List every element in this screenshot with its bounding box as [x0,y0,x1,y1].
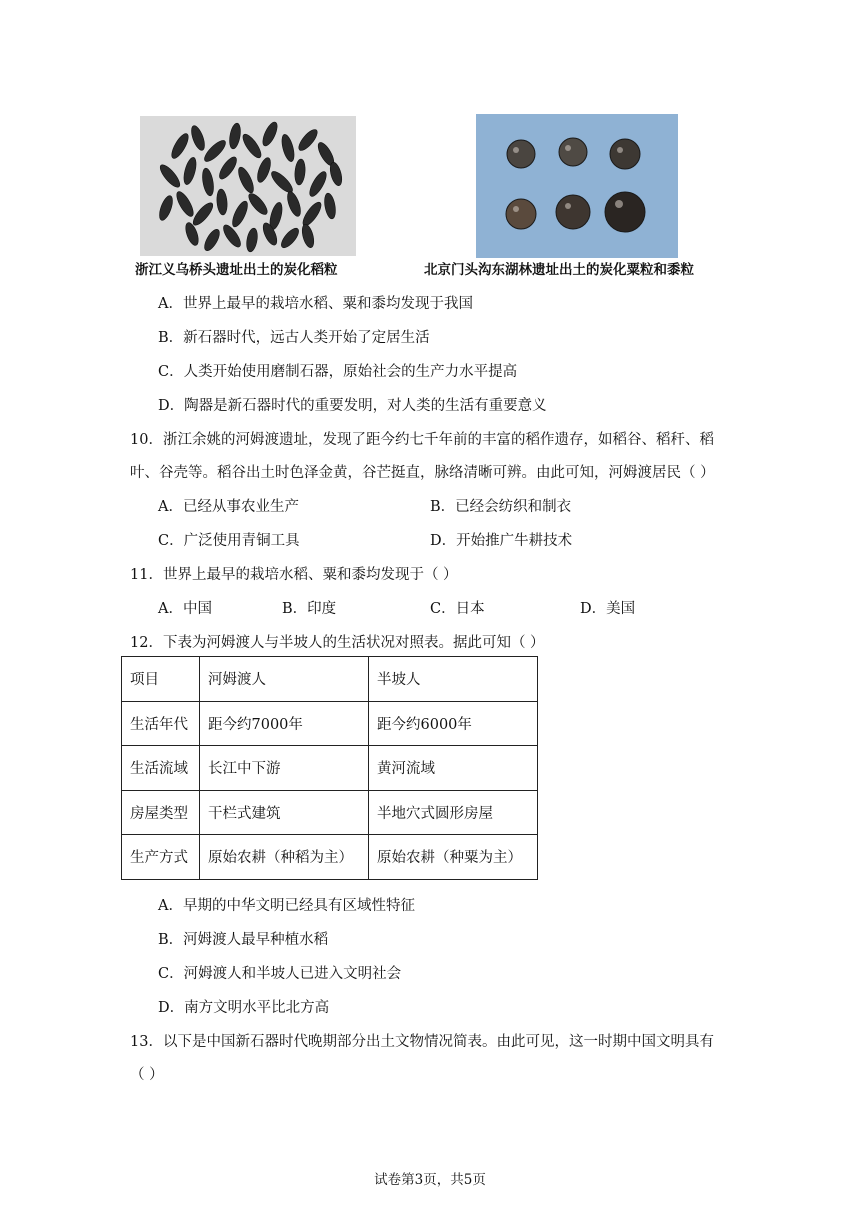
q12-option-b[interactable]: B．河姆渡人最早种植水稻 [158,932,329,948]
rice-grains-illustration [140,116,356,256]
millet-photo-caption: 北京门头沟东湖林遗址出土的炭化粟粒和黍粒 [424,262,694,278]
q13-stem-line1: 13．以下是中国新石器时代晚期部分出土文物情况简表。由此可见，这一时期中国文明具有 [130,1034,714,1050]
q12-option-c[interactable]: C．河姆渡人和半坡人已进入文明社会 [158,966,402,982]
table-cell: 距今约6000年 [369,701,538,746]
q12-option-a[interactable]: A．早期的中华文明已经具有区域性特征 [158,898,415,914]
table-cell: 黄河流域 [369,746,538,791]
table-row [122,701,538,746]
table-row [122,835,538,880]
q12-stem: 12．下表为河姆渡人与半坡人的生活状况对照表。据此可知（ ） [130,635,545,651]
table-cell: 河姆渡人 [200,657,369,702]
table-cell: 原始农耕（种粟为主） [369,835,538,880]
q11-option-b[interactable]: B．印度 [282,601,337,617]
millet-grains-illustration [476,114,678,258]
table-row [122,746,538,791]
table-cell: 生产方式 [122,835,200,880]
comparison-table [121,656,538,880]
table-cell: 房屋类型 [122,790,200,835]
q11-option-d[interactable]: D．美国 [580,601,636,617]
q9-option-a[interactable]: A．世界上最早的栽培水稻、粟和黍均发现于我国 [158,296,473,312]
table-cell: 半坡人 [369,657,538,702]
q13-stem-line2: （ ） [130,1067,164,1083]
q10-option-a[interactable]: A．已经从事农业生产 [158,499,299,515]
table-cell: 项目 [122,657,200,702]
table-row [122,657,538,702]
table-cell: 原始农耕（种稻为主） [200,835,369,880]
q10-option-c[interactable]: C．广泛使用青铜工具 [158,533,300,549]
table-row [122,790,538,835]
table-cell: 长江中下游 [200,746,369,791]
table-cell: 半地穴式圆形房屋 [369,790,538,835]
q10-option-d[interactable]: D．开始推广牛耕技术 [430,533,573,549]
q10-stem-line2: 叶、谷壳等。稻谷出土时色泽金黄，谷芒挺直，脉络清晰可辨。由此可知，河姆渡居民（ ） [130,465,715,481]
q11-option-c[interactable]: C．日本 [430,601,485,617]
q11-option-a[interactable]: A．中国 [158,601,212,617]
page-footer: 试卷第3页，共5页 [374,1172,486,1188]
q11-stem: 11．世界上最早的栽培水稻、粟和黍均发现于（ ） [130,567,458,583]
table-cell: 生活年代 [122,701,200,746]
table-cell: 干栏式建筑 [200,790,369,835]
rice-grains-photo [140,116,356,256]
q9-option-d[interactable]: D．陶器是新石器时代的重要发明，对人类的生活有重要意义 [158,398,547,414]
q12-option-d[interactable]: D．南方文明水平比北方高 [158,1000,330,1016]
rice-photo-caption: 浙江义乌桥头遗址出土的炭化稻粒 [135,262,338,278]
table-cell: 生活流域 [122,746,200,791]
millet-grains-photo [476,114,678,258]
q9-option-c[interactable]: C．人类开始使用磨制石器，原始社会的生产力水平提高 [158,364,518,380]
q10-stem-line1: 10．浙江余姚的河姆渡遗址，发现了距今约七千年前的丰富的稻作遗存，如稻谷、稻秆、稻 [130,432,714,448]
q9-option-b[interactable]: B．新石器时代，远古人类开始了定居生活 [158,330,430,346]
q10-option-b[interactable]: B．已经会纺织和制衣 [430,499,572,515]
table-cell: 距今约7000年 [200,701,369,746]
